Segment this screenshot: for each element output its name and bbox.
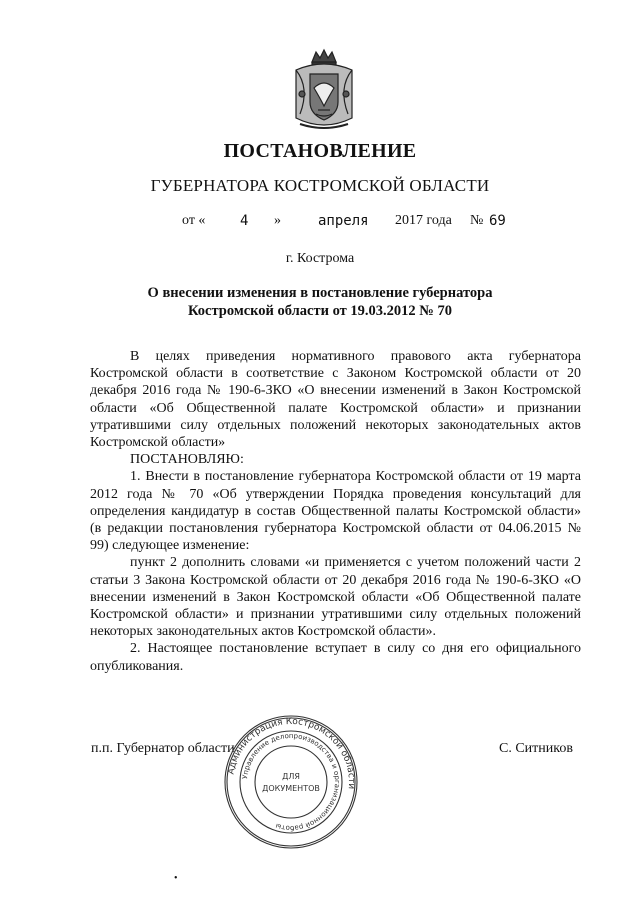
item-1-amendment-paragraph: пункт 2 дополнить словами «и применяется с учетом положений части 2 статьи 3 Закона Костромской области от 20 декабря 2016 года № 190-6-ЗКО «О внесении изменений в Закон Костромской области «Об Общественной палате Костромской области» и признании утратившими силу отдельных положений некоторых законодательных актов Костромской области». [90,555,581,640]
stamp-inner-text: Управление делопроизводства и организационной работы [241,731,342,833]
stamp-center-line-1: ДЛЯ [282,772,300,781]
decree-keyword: ПОСТАНОВЛЯЮ: [130,452,244,468]
document-city: г. Кострома [285,251,355,266]
subject-line-2: Костромской области от 19.03.2012 № 70 [188,303,452,319]
document-number: 69 [489,213,506,229]
signature-position: п.п. Губернатор области [91,741,235,756]
document-issuer: ГУБЕРНАТОРА КОСТРОМСКОЙ ОБЛАСТИ [150,176,490,195]
document-subject [0,284,640,320]
svg-text:Управление делопроизводства и [241,732,341,832]
item-1-paragraph: 1. Внести в постановление губернатора Костромской области от 19 марта 2012 года № 70 «Об утверждении Порядка проведения консультаций для определения кандидатур в состав Общественной палаты Костромской области» (в редакции постановления губернатора Костромской области от 04.06.2015 № 99) следующее изменение: [90,469,581,554]
preamble-paragraph: В целях приведения нормативного правового акта губернатора Костромской области в соответствие с Законом Костромской области от 20 декабря 2016 года № 190-6-ЗКО «О внесении изменений в Закон Костромской области «Об Общественной палате Костромской области» и признании утратившими силу отдельных положений некоторых законодательных актов Костромской области» [90,349,581,451]
official-stamp [222,713,360,851]
item-2-paragraph: 2. Настоящее постановление вступает в силу со дня его официального опубликования. [90,641,581,674]
date-month: апреля [318,213,369,229]
document-body [90,348,581,675]
subject-line-1: О внесении изменения в постановление губернатора [147,285,493,301]
date-line [0,213,640,235]
date-quote-close: » [274,213,281,228]
coat-of-arms-emblem [290,48,358,132]
date-day: 4 [240,213,249,229]
bottom-mark: • [174,873,178,884]
signature-name: С. Ситников [499,741,573,756]
document-title: ПОСТАНОВЛЕНИЕ [223,140,417,162]
date-prefix: от « [182,213,206,228]
stamp-outer-text: Администрация Костромской области [226,716,357,790]
stamp-center-line-2: ДОКУМЕНТОВ [262,784,320,793]
date-year: 2017 года [395,213,452,228]
number-sign: № [470,213,484,228]
